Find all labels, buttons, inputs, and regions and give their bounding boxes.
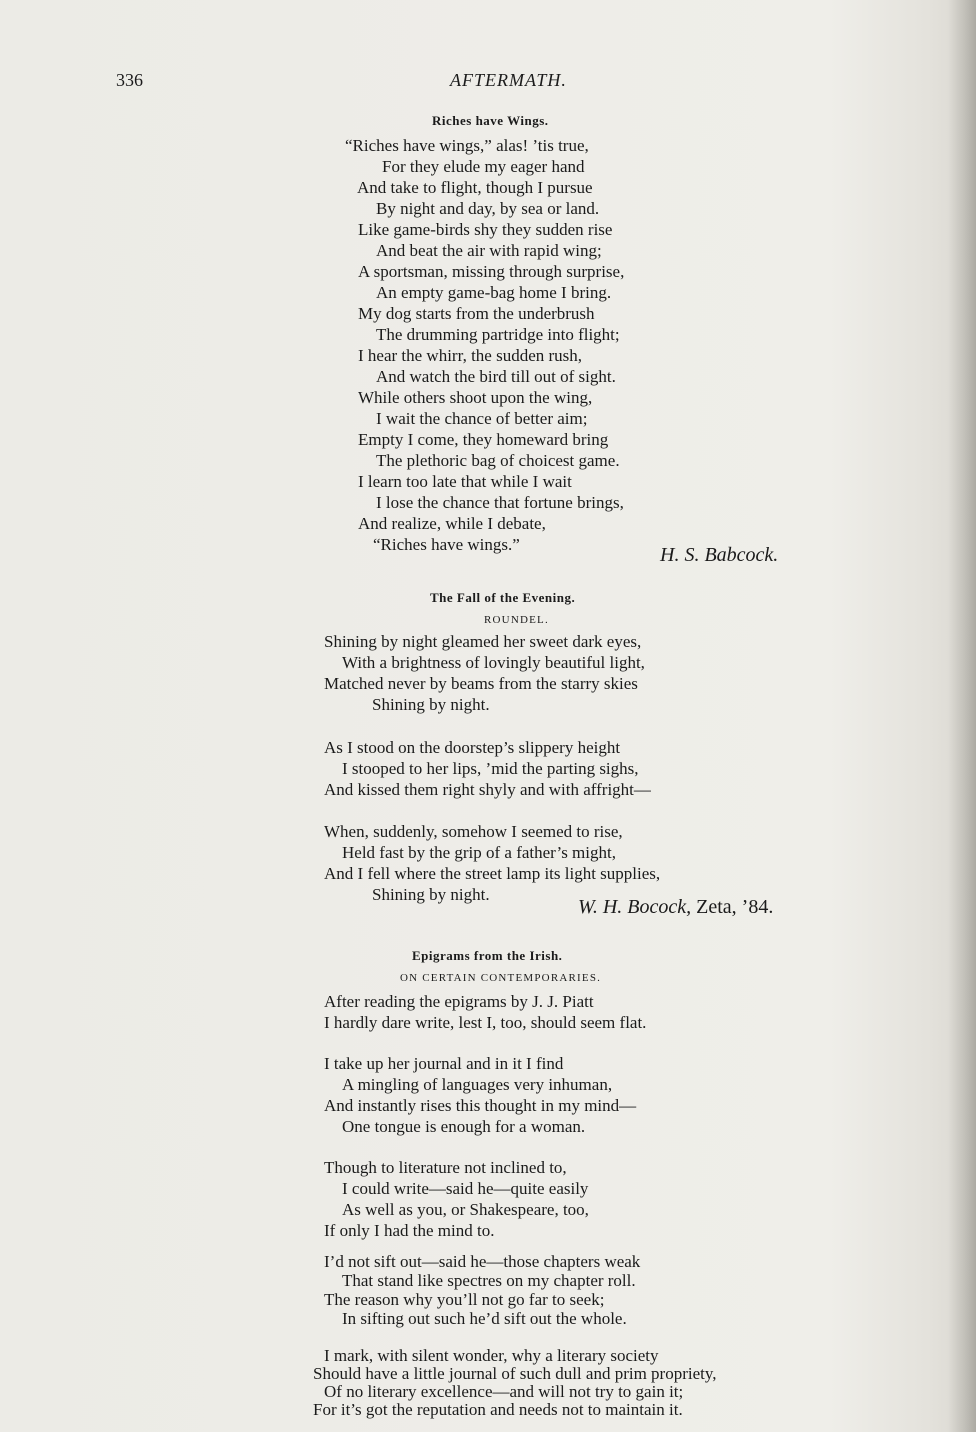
poem-line: My dog starts from the underbrush [358,304,595,323]
poem-line: If only I had the mind to. [324,1221,495,1240]
poem-line: As I stood on the doorstep’s slippery height [324,738,621,757]
poem-line: For it’s got the reputation and needs not to maintain it. [313,1400,683,1419]
poem-line: I mark, with silent wonder, why a literary society [324,1346,659,1365]
poem-line: The plethoric bag of choicest game. [376,451,620,470]
poem-line: With a brightness of lovingly beautiful light, [342,653,645,672]
poem-line: I could write—said he—quite easily [342,1179,589,1198]
poem-signature: H. S. Babcock. [660,544,779,566]
poem-line: Should have a little journal of such dull and prim propriety, [313,1364,717,1383]
poem-line: Matched never by beams from the starry skies [324,674,638,693]
poem-line: A sportsman, missing through surprise, [358,262,625,281]
poem-line: I hear the whirr, the sudden rush, [358,346,583,365]
poem-line: And watch the bird till out of sight. [376,367,616,386]
poem-line: A mingling of languages very inhuman, [342,1075,613,1094]
poem-line: As well as you, or Shakespeare, too, [342,1200,589,1219]
page-number: 336 [116,70,143,90]
poem-line: And kissed them right shyly and with affright— [324,780,651,799]
poem-line: For they elude my eager hand [382,157,585,176]
poem-subtitle: ROUNDEL. [484,614,549,626]
page-edge-shadow [948,0,976,1432]
poem-line: Of no literary excellence—and will not try to gain it; [324,1382,684,1401]
running-head: AFTERMATH. [450,70,567,90]
poem-line: While others shoot upon the wing, [358,388,593,407]
poem-line: Shining by night. [372,885,490,904]
poem-line: And beat the air with rapid wing; [376,241,602,260]
poem-line: When, suddenly, somehow I seemed to rise, [324,822,623,841]
poem-line: I hardly dare write, lest I, too, should seem flat. [324,1013,647,1032]
poem-signature: W. H. Bocock, Zeta, ’84. [578,896,774,918]
poem-line: I take up her journal and in it I find [324,1054,564,1073]
poem-line: In sifting out such he’d sift out the whole. [342,1309,627,1328]
poem-line: One tongue is enough for a woman. [342,1117,586,1136]
poem-subtitle: ON CERTAIN CONTEMPORARIES. [400,972,602,984]
poem-line: I lose the chance that fortune brings, [376,493,624,512]
poem-line: An empty game-bag home I bring. [376,283,612,302]
poem-line: Like game-birds shy they sudden rise [358,220,613,239]
poem-line: And instantly rises this thought in my mind— [324,1096,637,1115]
poem-line: I wait the chance of better aim; [376,409,588,428]
poem-line: After reading the epigrams by J. J. Piatt [324,992,594,1011]
poem-line: “Riches have wings.” [373,535,520,554]
poem-line: Held fast by the grip of a father’s might, [342,843,616,862]
poem-line: And take to flight, though I pursue [357,178,593,197]
poem-line: The reason why you’ll not go far to seek; [324,1290,605,1309]
poem-line: I’d not sift out—said he—those chapters weak [324,1252,641,1271]
poem-line: I learn too late that while I wait [358,472,572,491]
poem-line: And I fell where the street lamp its light supplies, [324,864,661,883]
poem-line: Though to literature not inclined to, [324,1158,567,1177]
poem-line: The drumming partridge into flight; [376,325,620,344]
poem-line: Shining by night gleamed her sweet dark eyes, [324,632,642,651]
poem-title-fall-of-evening: The Fall of the Evening. [430,590,576,605]
poem-line: I stooped to her lips, ’mid the parting sighs, [342,759,639,778]
poem-title-epigrams: Epigrams from the Irish. [412,948,563,963]
poem-line: By night and day, by sea or land. [376,199,600,218]
poem-line: “Riches have wings,” alas! ’tis true, [345,136,589,155]
poem-line: And realize, while I debate, [358,514,546,533]
poem-line: Shining by night. [372,695,490,714]
poem-line: That stand like spectres on my chapter roll. [342,1271,636,1290]
poem-line: Empty I come, they homeward bring [358,430,609,449]
poem-title-riches: Riches have Wings. [432,113,549,128]
